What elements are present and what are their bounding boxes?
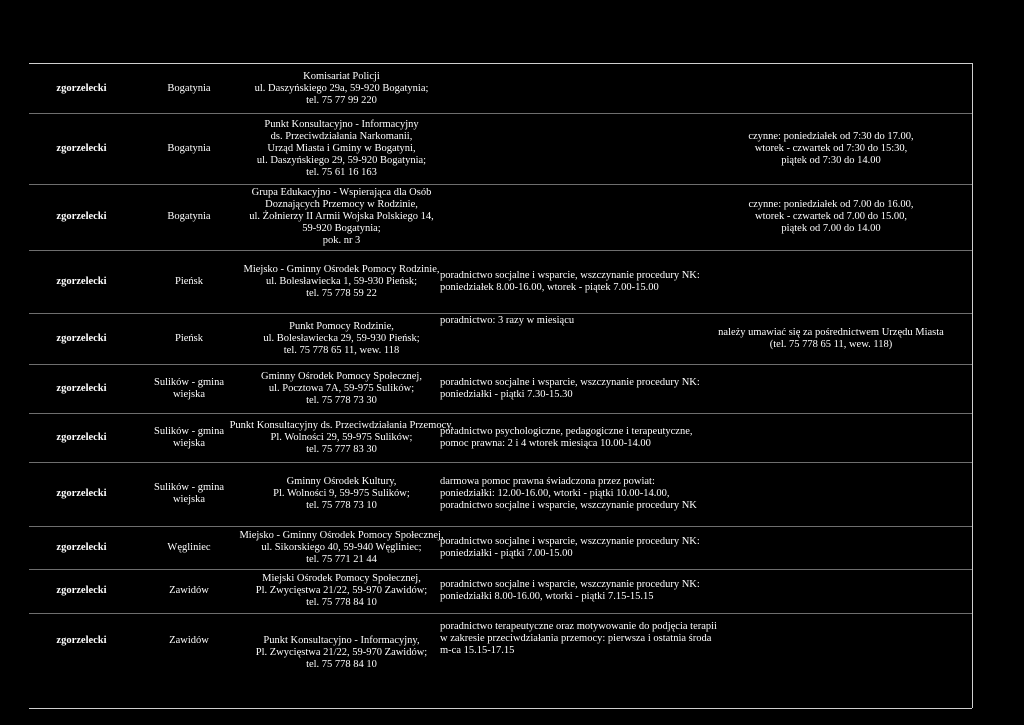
county-cell	[29, 413, 134, 462]
institution-cell	[244, 184, 439, 250]
cell-line: poradnictwo psychologiczne, pedagogiczne i terapeutyczne,	[440, 425, 693, 437]
cell-line: piątek od 7:30 do 14.00	[781, 154, 881, 166]
cell-line: Gminny Ośrodek Kultury,	[286, 476, 397, 487]
town-cell	[134, 462, 244, 526]
cell-line: piątek od 7.00 do 14.00	[781, 223, 881, 234]
cell-line: wtorek - czwartek od 7:30 do 15:30,	[754, 142, 908, 154]
institution-cell	[244, 250, 439, 313]
table-row	[29, 113, 972, 185]
table-row	[29, 569, 972, 614]
hours-cell	[692, 313, 970, 364]
institution-cell	[244, 462, 439, 526]
cell-line: poradnictwo: 3 razy w miesiącu	[440, 315, 575, 326]
town-cell	[134, 413, 244, 462]
cell-line: zgorzelecki	[56, 488, 107, 499]
cell-line: Pl. Zwycięstwa 21/22, 59-970 Zawidów;	[255, 647, 428, 658]
cell-line: zgorzelecki	[56, 382, 107, 394]
table-row	[29, 462, 972, 527]
cell-line: poradnictwo socjalne i wsparcie, wszczynanie procedury NK:	[440, 579, 700, 590]
table-row	[29, 64, 972, 114]
cell-line: Zawidów	[169, 585, 209, 596]
hours-cell	[692, 184, 970, 250]
help-cell	[440, 313, 690, 364]
cell-line: Sulików - gmina wiejska	[154, 425, 224, 449]
county-cell	[29, 113, 134, 184]
cell-line: zgorzelecki	[56, 541, 107, 553]
cell-line: Doznających Przemocy w Rodzinie,	[265, 199, 418, 210]
cell-line: tel. 75 778 73 30	[306, 394, 377, 406]
hours-cell	[692, 613, 970, 708]
county-cell	[29, 250, 134, 313]
institution-cell	[244, 613, 439, 708]
cell-line: m-ca 15.15-17.15	[440, 645, 515, 656]
county-cell	[29, 184, 134, 250]
county-cell	[29, 313, 134, 364]
table-row	[29, 364, 972, 414]
institution-cell	[244, 569, 439, 613]
cell-line: ul. Pocztowa 7A, 59-975 Sulików;	[268, 382, 415, 394]
cell-line: Punkt Konsultacyjno - Informacyjny	[264, 118, 419, 130]
cell-line: darmowa pomoc prawna świadczona przez powiat:	[440, 476, 655, 487]
hours-cell	[692, 64, 970, 113]
cell-line: tel. 75 778 65 11, wew. 118	[283, 344, 400, 356]
cell-line: tel. 75 778 59 22	[306, 287, 377, 299]
cell-line: Zawidów	[169, 635, 209, 646]
cell-line: (tel. 75 778 65 11, wew. 118)	[769, 338, 893, 350]
cell-line: Pieńsk	[174, 275, 203, 287]
help-cell	[440, 113, 690, 184]
help-cell	[440, 462, 697, 526]
cell-line: poradnictwo socjalne i wsparcie, wszczynanie procedury NK:	[440, 376, 700, 388]
institution-cell	[244, 364, 439, 413]
help-cell	[440, 526, 700, 569]
cell-line: zgorzelecki	[56, 332, 107, 344]
cell-line: Sulików - gmina wiejska	[154, 376, 224, 400]
help-cell	[440, 250, 700, 313]
cell-line: poniedziałki - piątki 7.30-15.30	[440, 388, 573, 400]
help-cell	[440, 413, 693, 462]
cell-line: Punkt Konsultacyjno - Informacyjny,	[263, 635, 420, 646]
cell-line: Bogatynia	[167, 211, 211, 222]
hours-cell	[692, 526, 970, 569]
cell-line: Pl. Wolności 29, 59-975 Sulików;	[270, 431, 413, 443]
county-cell	[29, 569, 134, 613]
cell-line: ul. Bolesławiecka 29, 59-930 Pieńsk;	[263, 332, 420, 344]
cell-line: Komisariat Policji	[303, 70, 380, 82]
cell-line: Miejski Ośrodek Pomocy Społecznej,	[262, 573, 421, 584]
cell-line: Gminny Ośrodek Pomocy Społecznej,	[261, 370, 422, 382]
hours-cell	[692, 462, 970, 526]
cell-line: wtorek - czwartek od 7.00 do 15.00,	[755, 211, 907, 222]
cell-line: Punkt Pomocy Rodzinie,	[289, 320, 394, 332]
cell-line: Bogatynia	[167, 142, 211, 154]
cell-line: ul. Daszyńskiego 29a, 59-920 Bogatynia;	[254, 82, 429, 94]
institution-cell	[244, 64, 439, 113]
hours-cell	[692, 569, 970, 613]
cell-line: Bogatynia	[167, 82, 211, 94]
table-row	[29, 413, 972, 463]
county-cell	[29, 613, 134, 708]
cell-line: 59-920 Bogatynia;	[302, 223, 381, 234]
hours-cell	[692, 250, 970, 313]
cell-line: poniedziałki: 12.00-16.00, wtorki - piątki 10.00-14.00,	[440, 488, 670, 499]
cell-line: czynne: poniedziałek od 7:30 do 17.00,	[748, 130, 914, 142]
town-cell	[134, 526, 244, 569]
help-cell	[440, 613, 717, 708]
cell-line: Węgliniec	[167, 541, 211, 553]
cell-line: zgorzelecki	[56, 585, 107, 596]
institution-cell	[239, 526, 444, 569]
table-row	[29, 250, 972, 314]
cell-line: tel. 75 61 16 163	[306, 166, 377, 178]
cell-line: ds. Przeciwdziałania Narkomanii,	[270, 130, 413, 142]
town-cell	[134, 569, 244, 613]
cell-line: zgorzelecki	[56, 275, 107, 287]
help-cell	[440, 64, 690, 113]
town-cell	[134, 364, 244, 413]
cell-line: w zakresie przeciwdziałania przemocy: pierwsza i ostatnia środa	[440, 633, 712, 644]
cell-line: tel. 75 778 84 10	[306, 659, 377, 670]
cell-line: Pl. Zwycięstwa 21/22, 59-970 Zawidów;	[255, 585, 428, 596]
table-row	[29, 313, 972, 365]
help-cell	[440, 184, 690, 250]
institution-cell	[244, 313, 439, 364]
cell-line: poradnictwo terapeutyczne oraz motywowanie do podjęcia terapii	[440, 621, 717, 632]
help-cell	[440, 569, 700, 613]
cell-line: Sulików - gmina wiejska	[154, 482, 224, 505]
cell-line: Punkt Konsultacyjny ds. Przeciwdziałania Przemocy,	[229, 419, 454, 431]
cell-line: tel. 75 771 21 44	[306, 553, 377, 565]
cell-line: pomoc prawna: 2 i 4 wtorek miesiąca 10.00-14.00	[440, 437, 651, 449]
cell-line: pok. nr 3	[322, 235, 361, 246]
hours-cell	[692, 113, 970, 184]
town-cell	[134, 250, 244, 313]
cell-line: Grupa Edukacyjno - Wspierająca dla Osób	[251, 187, 432, 198]
hours-cell	[692, 413, 970, 462]
cell-line: Urząd Miasta i Gminy w Bogatyni,	[267, 142, 416, 154]
cell-line: ul. Żołnierzy II Armii Wojska Polskiego 14,	[249, 211, 434, 222]
cell-line: ul. Bolesławiecka 1, 59-930 Pieńsk;	[265, 275, 418, 287]
cell-line: zgorzelecki	[56, 142, 107, 154]
cell-line: Pieńsk	[174, 332, 203, 344]
table-row	[29, 613, 972, 709]
hours-cell	[692, 364, 970, 413]
cell-line: ul. Daszyńskiego 29, 59-920 Bogatynia;	[256, 154, 427, 166]
town-cell	[134, 113, 244, 184]
table-row	[29, 526, 972, 570]
cell-line: należy umawiać się za pośrednictwem Urzędu Miasta	[718, 326, 944, 338]
cell-line: ul. Sikorskiego 40, 59-940 Węgliniec;	[261, 541, 422, 553]
cell-line: Miejsko - Gminny Ośrodek Pomocy Rodzinie,	[243, 263, 440, 275]
town-cell	[134, 64, 244, 113]
cell-line: poradnictwo socjalne i wsparcie, wszczynanie procedury NK	[440, 500, 697, 511]
town-cell	[134, 184, 244, 250]
services-table	[29, 63, 973, 708]
cell-line: poradnictwo socjalne i wsparcie, wszczynanie procedury NK:	[440, 269, 700, 281]
cell-line: poniedziałki 8.00-16.00, wtorki - piątki 7.15-15.15	[440, 591, 654, 602]
cell-line: tel. 75 777 83 30	[306, 443, 377, 455]
table-row	[29, 184, 972, 251]
cell-line: czynne: poniedziałek od 7.00 do 16.00,	[748, 199, 914, 210]
cell-line: zgorzelecki	[56, 82, 107, 94]
town-cell	[134, 313, 244, 364]
county-cell	[29, 64, 134, 113]
county-cell	[29, 526, 134, 569]
cell-line: Pl. Wolności 9, 59-975 Sulików;	[273, 488, 410, 499]
cell-line: tel. 75 778 73 10	[306, 500, 377, 511]
cell-line: zgorzelecki	[56, 431, 107, 443]
institution-cell	[229, 413, 454, 462]
help-cell	[440, 364, 700, 413]
cell-line: poniedziałek 8.00-16.00, wtorek - piątek 7.00-15.00	[440, 281, 659, 293]
cell-line: poradnictwo socjalne i wsparcie, wszczynanie procedury NK:	[440, 535, 700, 547]
cell-line: Miejsko - Gminny Ośrodek Pomocy Społecznej,	[239, 529, 444, 541]
county-cell	[29, 364, 134, 413]
cell-line: poniedziałki - piątki 7.00-15.00	[440, 547, 573, 559]
cell-line: zgorzelecki	[56, 211, 107, 222]
cell-line: tel. 75 778 84 10	[306, 597, 377, 608]
cell-line: tel. 75 77 99 220	[306, 94, 377, 106]
county-cell	[29, 462, 134, 526]
institution-cell	[244, 113, 439, 184]
cell-line: zgorzelecki	[56, 635, 107, 646]
town-cell	[134, 613, 244, 708]
